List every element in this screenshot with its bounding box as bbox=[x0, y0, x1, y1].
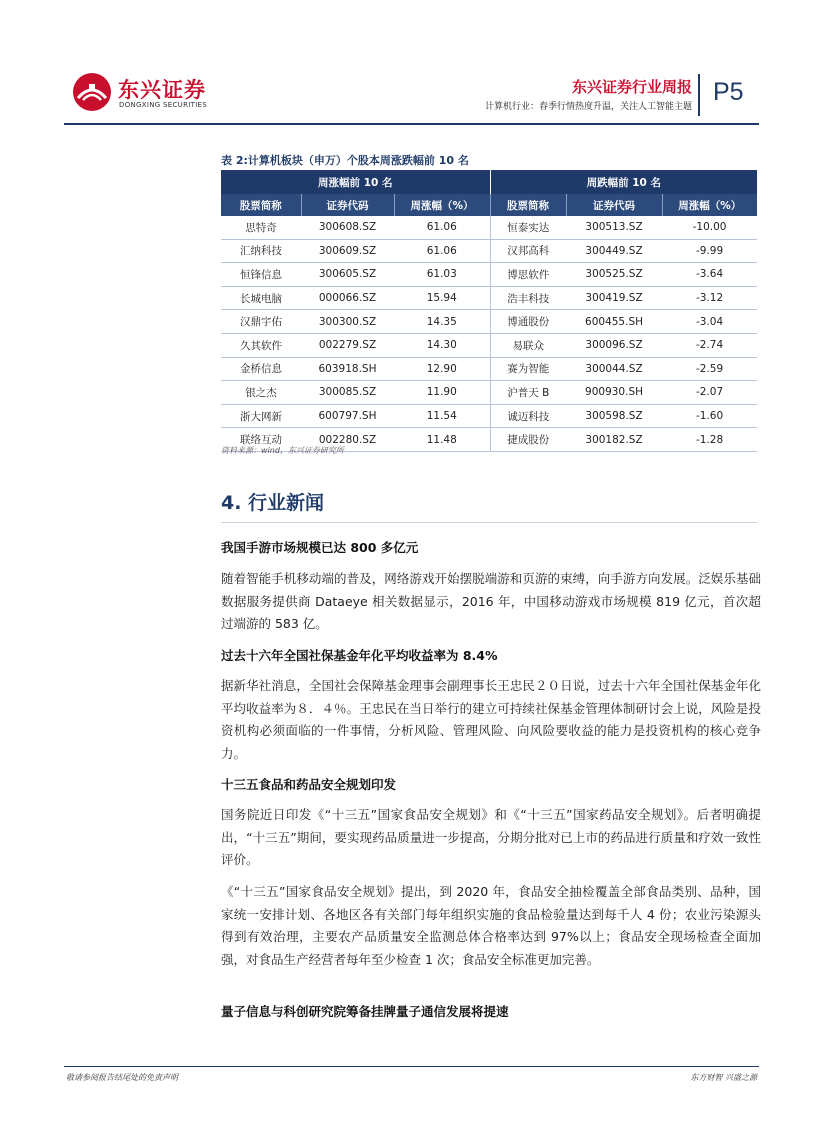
table-body bbox=[221, 216, 757, 451]
table-cell: 002280.SZ bbox=[301, 428, 394, 452]
news-title-food-drug-safety: 十三五食品和药品安全规划印发 bbox=[221, 777, 397, 792]
table-cell: 博通股份 bbox=[490, 310, 566, 334]
table-cell: -10.00 bbox=[662, 216, 757, 239]
table-row bbox=[221, 216, 757, 239]
table-cell: -1.28 bbox=[662, 428, 757, 452]
table-row bbox=[221, 286, 757, 310]
news-paragraph: 随着智能手机移动端的普及，网络游戏开始摆脱端游和页游的束缚，向手游方向发展。泛娱乐基础数据服务提供商 Dataeye 相关数据显示，2016 年，中国移动游戏市场规模 819 亿元，首次超过端游的 583 亿。 bbox=[221, 571, 761, 631]
table-cell: 300085.SZ bbox=[301, 381, 394, 405]
table-cell: 汉邦高科 bbox=[490, 239, 566, 263]
column-header: 证券代码 bbox=[301, 194, 394, 216]
table-cell: 博思软件 bbox=[490, 263, 566, 287]
news-title-quantum-communication: 量子信息与科创研究院筹备挂牌量子通信发展将提速 bbox=[221, 1004, 509, 1019]
table-cell: 11.90 bbox=[394, 381, 490, 405]
table-cell: 联络互动 bbox=[221, 428, 301, 452]
table-row bbox=[221, 333, 757, 357]
table-cell: 300605.SZ bbox=[301, 263, 394, 287]
table-cell: 11.48 bbox=[394, 428, 490, 452]
logo-english-name: DONGXING SECURITIES bbox=[119, 101, 208, 109]
table-cell: 002279.SZ bbox=[301, 333, 394, 357]
news-paragraph: 据新华社消息，全国社会保障基金理事会副理事长王忠民２０日说，过去十六年全国社保基金年化平均收益率为８．４％。王忠民在当日举行的建立可持续社保基金管理体制研讨会上说，风险是投资机构必须面临的一件事情，分析风险、管理风险、向风险要收益的能力是投资机构的核心竞争力。 bbox=[221, 678, 761, 761]
table-cell: 恒锋信息 bbox=[221, 263, 301, 287]
table-cell: 14.30 bbox=[394, 333, 490, 357]
group-header-top-gainers: 周涨幅前 10 名 bbox=[221, 170, 490, 194]
column-header: 周涨幅（%） bbox=[662, 194, 757, 216]
table-cell: 捷成股份 bbox=[490, 428, 566, 452]
table-cell: 思特奇 bbox=[221, 216, 301, 239]
table-row bbox=[221, 263, 757, 287]
header-divider bbox=[698, 74, 700, 116]
table-cell: 汉鼎宇佑 bbox=[221, 310, 301, 334]
table-cell: -3.04 bbox=[662, 310, 757, 334]
table-cell: 14.35 bbox=[394, 310, 490, 334]
news-paragraph: 国务院近日印发《“十三五”国家食品安全规划》和《“十三五”国家药品安全规划》。后者明确提出，“十三五”期间，要实现药品质量进一步提高，分期分批对已上市的药品进行质量和疗效一致性评价。 bbox=[221, 807, 761, 867]
table-cell: 900930.SH bbox=[566, 381, 662, 405]
table-cell: -1.60 bbox=[662, 404, 757, 428]
section-rule bbox=[221, 522, 757, 523]
footer-rule bbox=[64, 1066, 759, 1067]
table-cell: 汇纳科技 bbox=[221, 239, 301, 263]
news-title-social-security-fund: 过去十六年全国社保基金年化平均收益率为 8.4% bbox=[221, 648, 498, 663]
table-cell: 603918.SH bbox=[301, 357, 394, 381]
table-cell: 300096.SZ bbox=[566, 333, 662, 357]
table-cell: 300182.SZ bbox=[566, 428, 662, 452]
table-cell: 300598.SZ bbox=[566, 404, 662, 428]
table-cell: 恒泰实达 bbox=[490, 216, 566, 239]
table-cell: 浙大网新 bbox=[221, 404, 301, 428]
logo-chinese-name: 东兴证券 bbox=[118, 78, 206, 102]
table-cell: -2.07 bbox=[662, 381, 757, 405]
table-cell: 61.03 bbox=[394, 263, 490, 287]
stock-performance-table bbox=[221, 170, 757, 452]
column-header: 股票简称 bbox=[221, 194, 301, 216]
column-header: 周涨幅（%） bbox=[394, 194, 490, 216]
table-row bbox=[221, 381, 757, 405]
table-cell: 银之杰 bbox=[221, 381, 301, 405]
table-cell: -3.12 bbox=[662, 286, 757, 310]
dongxing-logo-icon bbox=[72, 72, 112, 112]
table-cell: -2.59 bbox=[662, 357, 757, 381]
table-cell: 易联众 bbox=[490, 333, 566, 357]
column-header: 股票简称 bbox=[490, 194, 566, 216]
group-header-top-losers: 周跌幅前 10 名 bbox=[490, 170, 757, 194]
table-cell: 300525.SZ bbox=[566, 263, 662, 287]
table-cell: 15.94 bbox=[394, 286, 490, 310]
table-cell: 600797.SH bbox=[301, 404, 394, 428]
table-cell: 12.90 bbox=[394, 357, 490, 381]
column-header: 证券代码 bbox=[566, 194, 662, 216]
page-number: P5 bbox=[713, 78, 744, 106]
table-cell: 金桥信息 bbox=[221, 357, 301, 381]
table-cell: 000066.SZ bbox=[301, 286, 394, 310]
table-cell: 赛为智能 bbox=[490, 357, 566, 381]
report-title: 东兴证券行业周报 bbox=[571, 78, 692, 96]
table-row bbox=[221, 357, 757, 381]
table-cell: 600455.SH bbox=[566, 310, 662, 334]
footer-disclaimer: 敬请参阅报告结尾处的免责声明 bbox=[66, 1073, 178, 1082]
table-cell: -2.74 bbox=[662, 333, 757, 357]
table-cell: 300609.SZ bbox=[301, 239, 394, 263]
table-cell: 300044.SZ bbox=[566, 357, 662, 381]
table-source-note: 资料来源：wind，东兴证券研究所 bbox=[221, 446, 344, 455]
table-cell: 61.06 bbox=[394, 239, 490, 263]
table-cell: -9.99 bbox=[662, 239, 757, 263]
section-heading: 4. 行业新闻 bbox=[221, 492, 325, 514]
table-cell: -3.64 bbox=[662, 263, 757, 287]
table-cell: 300513.SZ bbox=[566, 216, 662, 239]
table-cell: 300419.SZ bbox=[566, 286, 662, 310]
company-logo bbox=[72, 72, 222, 116]
table-row bbox=[221, 239, 757, 263]
table-cell: 300449.SZ bbox=[566, 239, 662, 263]
table-cell: 61.06 bbox=[394, 216, 490, 239]
table-caption: 表 2:计算机板块（申万）个股本周涨跌幅前 10 名 bbox=[221, 154, 469, 167]
table-cell: 沪普天 B bbox=[490, 381, 566, 405]
footer-slogan: 东方财智 兴盛之源 bbox=[690, 1073, 757, 1082]
table-row bbox=[221, 310, 757, 334]
table-cell: 诚迈科技 bbox=[490, 404, 566, 428]
news-paragraph: 《“十三五”国家食品安全规划》提出，到 2020 年，食品安全抽检覆盖全部食品类别、品种，国家统一安排计划、各地区各有关部门每年组织实施的食品检验量达到每千人 4 份；农业污染源头得到有效治理，主要农产品质量安全监测总体合格率达到 97%以上；食品安全现场检查全面加强，对食品生产经营者每年至少检查 1 次；食品安全标准更加完善。 bbox=[221, 884, 761, 967]
table-cell: 300300.SZ bbox=[301, 310, 394, 334]
table-cell: 300608.SZ bbox=[301, 216, 394, 239]
table-cell: 浩丰科技 bbox=[490, 286, 566, 310]
table-cell: 久其软件 bbox=[221, 333, 301, 357]
header-rule bbox=[64, 123, 759, 125]
table-cell: 11.54 bbox=[394, 404, 490, 428]
table-cell: 长城电脑 bbox=[221, 286, 301, 310]
report-subtitle: 计算机行业：春季行情热度升温，关注人工智能主题 bbox=[484, 102, 692, 112]
table-row bbox=[221, 404, 757, 428]
news-title-mobile-games: 我国手游市场规模已达 800 多亿元 bbox=[221, 540, 419, 555]
